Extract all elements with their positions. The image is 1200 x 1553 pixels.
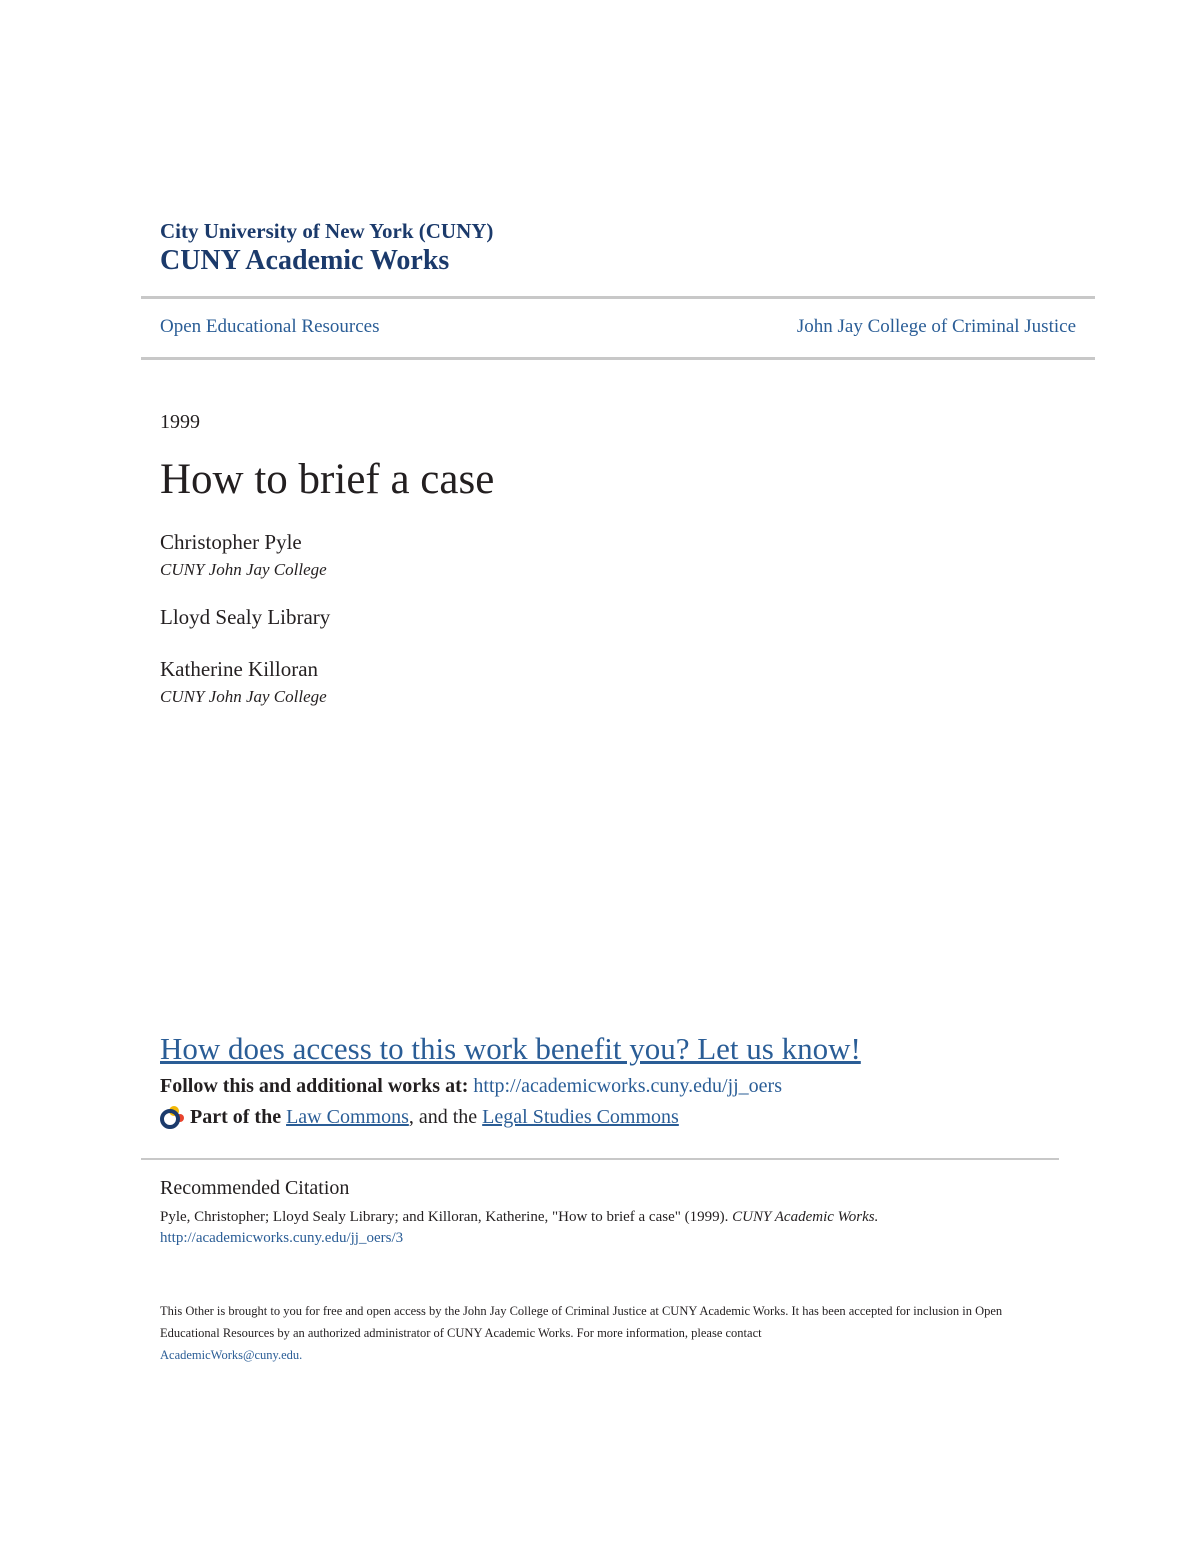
citation-text <box>160 1209 878 1226</box>
page-title: How to brief a case <box>160 456 495 503</box>
nav-divider <box>141 357 1095 360</box>
law-commons-link[interactable]: Law Commons <box>286 1105 409 1128</box>
citation-source: CUNY Academic Works. <box>732 1209 879 1225</box>
commons-network-icon <box>158 1104 186 1130</box>
follow-line <box>160 1075 782 1098</box>
author-name: Lloyd Sealy Library <box>160 605 331 629</box>
repository-name: CUNY Academic Works <box>160 245 450 276</box>
contact-email-link[interactable]: AcademicWorks@cuny.edu. <box>160 1348 303 1362</box>
follow-url-link[interactable]: http://academicworks.cuny.edu/jj_oers <box>473 1075 783 1097</box>
header-divider <box>141 296 1095 299</box>
series-link[interactable]: Open Educational Resources <box>160 316 380 337</box>
author-name: Katherine Killoran <box>160 657 319 681</box>
citation-heading: Recommended Citation <box>160 1177 350 1199</box>
citation-url-link[interactable]: http://academicworks.cuny.edu/jj_oers/3 <box>160 1230 404 1246</box>
author-affiliation: CUNY John Jay College <box>160 687 327 706</box>
university-name: City University of New York (CUNY) <box>160 219 494 243</box>
access-notice <box>160 1300 1040 1366</box>
citation-body: Pyle, Christopher; Lloyd Sealy Library; and Killoran, Katherine, "How to brief a case" (1999). <box>160 1209 729 1225</box>
author-name: Christopher Pyle <box>160 530 302 554</box>
notice-text: This Other is brought to you for free and open access by the John Jay College of Criminal Justice at CUNY Academic Works. It has been accepted for inclusion in Open Educational Resources by an authorized administrator of CUNY Academic Works. For more information, please contact <box>160 1304 1003 1340</box>
author-affiliation: CUNY John Jay College <box>160 560 327 579</box>
joiner-text: , and the <box>408 1105 478 1128</box>
citation-divider <box>141 1158 1059 1160</box>
follow-label: Follow this and additional works at: <box>160 1075 469 1097</box>
part-of-line <box>158 1104 679 1130</box>
publication-year: 1999 <box>160 411 200 433</box>
college-link[interactable]: John Jay College of Criminal Justice <box>796 316 1076 337</box>
part-of-label: Part of the <box>190 1105 282 1128</box>
legal-studies-commons-link[interactable]: Legal Studies Commons <box>482 1105 679 1128</box>
feedback-link[interactable]: How does access to this work benefit you? Let us know! <box>160 1031 861 1066</box>
